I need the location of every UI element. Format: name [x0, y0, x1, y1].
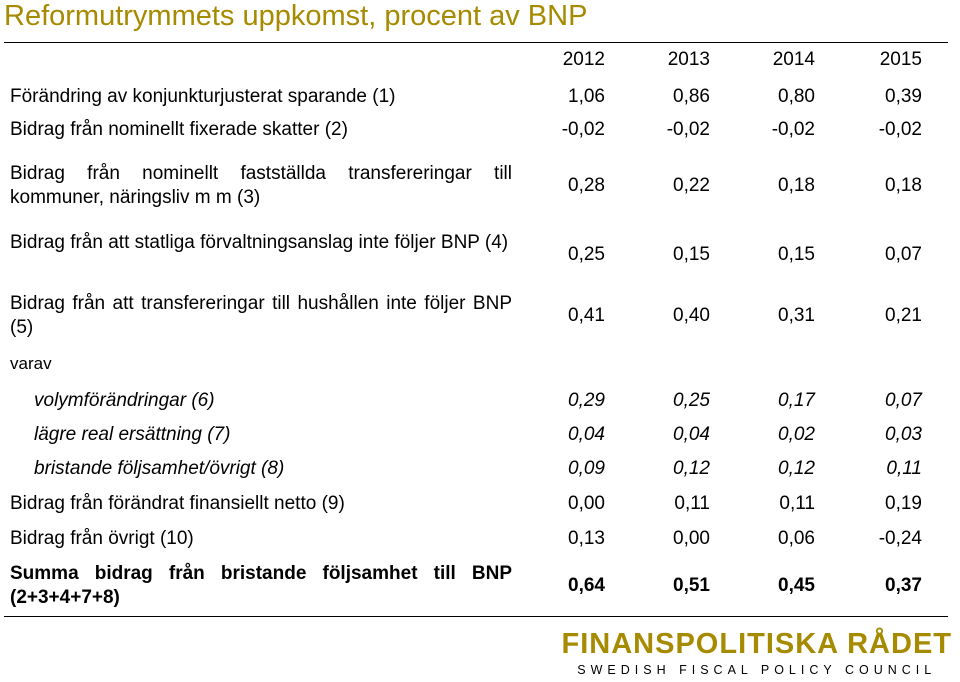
cell-value: 0,03	[885, 424, 922, 445]
cell-value: 0,09	[568, 458, 605, 479]
cell-value: 0,15	[778, 244, 815, 265]
cell-value: 1,06	[568, 86, 605, 107]
cell-value: 0,07	[885, 390, 922, 411]
cell-value: 0,00	[673, 528, 710, 549]
column-header: 2014	[772, 49, 815, 70]
row-label: Bidrag från att statliga förvaltningsanslag inte följer BNP (4)	[10, 232, 509, 253]
cell-value: 0,51	[673, 575, 710, 596]
row-label: bristande följsamhet/övrigt (8)	[34, 458, 285, 479]
cell-value: 0,39	[885, 86, 922, 107]
cell-value: 0,07	[885, 244, 922, 265]
table-top-rule	[4, 42, 948, 43]
row-label: Förändring av konjunkturjusterat sparande (1)	[10, 86, 396, 107]
table-bottom-rule	[4, 616, 948, 617]
cell-value: 0,02	[778, 424, 815, 445]
row-label: Bidrag från nominellt fastställda transfereringar till kommuner, näringsliv m m (3)	[10, 163, 512, 208]
cell-value: -0,02	[878, 119, 922, 140]
cell-value: 0,06	[778, 528, 815, 549]
page-title: Reformutrymmets uppkomst, procent av BNP	[4, 0, 588, 32]
cell-value: -0,02	[561, 119, 605, 140]
row-label: varav	[10, 354, 52, 373]
cell-value: 0,64	[568, 575, 605, 596]
cell-value: 0,80	[778, 86, 815, 107]
cell-value: 0,25	[673, 390, 710, 411]
logo-name: FINANSPOLITISKA RÅDET	[561, 628, 952, 660]
cell-value: 0,45	[778, 575, 815, 596]
cell-value: 0,12	[673, 458, 710, 479]
cell-value: 0,12	[778, 458, 815, 479]
row-label: Bidrag från att transfereringar till hushållen inte följer BNP (5)	[10, 293, 512, 338]
cell-value: 0,04	[673, 424, 710, 445]
column-header: 2012	[562, 49, 605, 70]
logo-subtitle: SWEDISH FISCAL POLICY COUNCIL	[577, 663, 937, 677]
cell-value: 0,28	[568, 175, 605, 196]
row-label: Bidrag från förändrat finansiellt netto (9)	[10, 493, 345, 514]
cell-value: -0,02	[771, 119, 815, 140]
cell-value: 0,13	[568, 528, 605, 549]
cell-value: 0,00	[568, 493, 605, 514]
council-logo	[562, 628, 952, 677]
column-header: 2015	[879, 49, 922, 70]
cell-value: 0,04	[568, 424, 605, 445]
cell-value: 0,11	[886, 458, 922, 479]
cell-value: 0,15	[673, 244, 710, 265]
cell-value: 0,31	[778, 305, 815, 326]
cell-value: 0,19	[885, 493, 922, 514]
cell-value: 0,21	[885, 305, 922, 326]
cell-value: 0,11	[674, 493, 710, 514]
cell-value: 0,18	[778, 175, 815, 196]
cell-value: 0,29	[568, 390, 605, 411]
cell-value: 0,22	[673, 175, 710, 196]
cell-value: 0,11	[779, 493, 815, 514]
row-label: volymförändringar (6)	[34, 390, 215, 411]
cell-value: -0,02	[666, 119, 710, 140]
row-label: Bidrag från nominellt fixerade skatter (2)	[10, 119, 348, 140]
cell-value: 0,41	[568, 305, 605, 326]
cell-value: 0,86	[673, 86, 710, 107]
row-label: Summa bidrag från bristande följsamhet till BNP (2+3+4+7+8)	[10, 563, 512, 608]
cell-value: 0,17	[778, 390, 815, 411]
cell-value: 0,25	[568, 244, 605, 265]
cell-value: -0,24	[878, 528, 922, 549]
cell-value: 0,40	[673, 305, 710, 326]
row-label: lägre real ersättning (7)	[34, 424, 231, 445]
column-header: 2013	[667, 49, 710, 70]
row-label: Bidrag från övrigt (10)	[10, 528, 194, 549]
cell-value: 0,37	[885, 575, 922, 596]
cell-value: 0,18	[885, 175, 922, 196]
